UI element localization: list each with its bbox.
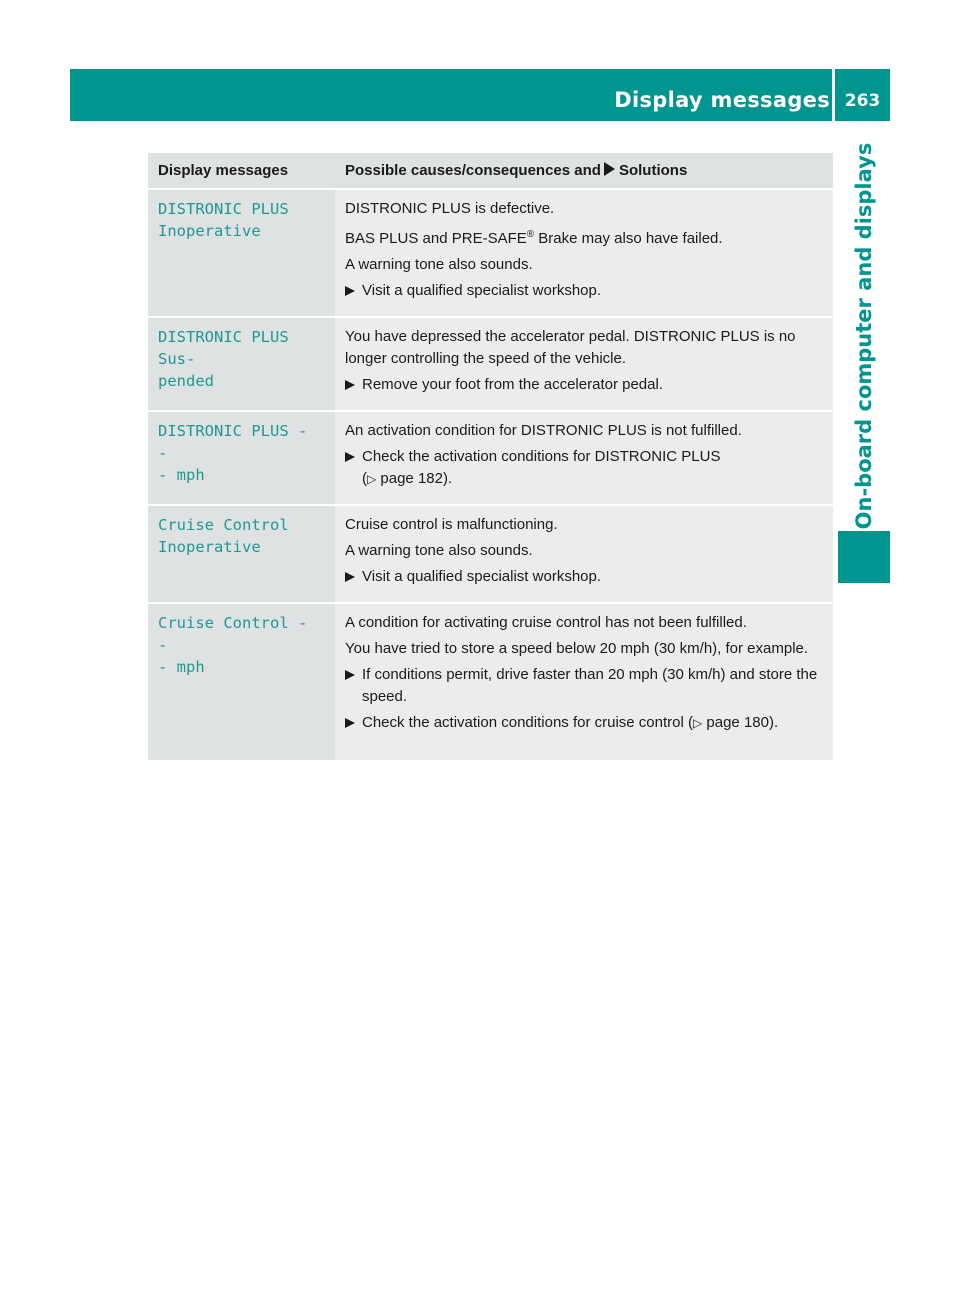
display-messages-table: [148, 153, 833, 762]
page-reference[interactable]: [693, 714, 778, 731]
action-arrow-icon: [345, 380, 355, 390]
display-message-code: [158, 514, 325, 558]
solution-cell: [335, 603, 833, 761]
table-row: [148, 189, 833, 317]
cause-text: You have tried to store a speed below 20 mph (30 km/h), for example.: [345, 640, 809, 657]
action-text: Visit a qualified specialist workshop.: [362, 568, 602, 585]
message-line: - mph: [158, 658, 205, 676]
page-reference-text: page 182).: [380, 470, 453, 487]
action-text: Remove your foot from the accelerator pedal.: [362, 376, 663, 393]
action-step: [345, 712, 823, 734]
message-line: Cruise Control: [158, 516, 289, 534]
page-reference[interactable]: (▷ page 182).: [362, 470, 453, 487]
cause-text: A condition for activating cruise control has not been fulfilled.: [345, 614, 747, 631]
solution-cell: [335, 505, 833, 603]
message-line: pended: [158, 372, 214, 390]
cause-text: A warning tone also sounds.: [345, 542, 533, 559]
display-message-code: [158, 326, 325, 392]
page-title: Display messages: [614, 88, 830, 112]
action-text: Visit a qualified specialist workshop.: [362, 282, 602, 299]
message-line: Inoperative: [158, 538, 261, 556]
column-header-solutions: [335, 153, 833, 189]
message-line: DISTRONIC PLUS: [158, 200, 289, 218]
column-header-solutions-suffix: Solutions: [618, 162, 688, 179]
cause-text: You have depressed the accelerator pedal. DISTRONIC PLUS is no longer controlling the speed of the vehicle.: [345, 328, 796, 367]
display-message-cell: [148, 505, 335, 603]
message-line: Cruise Control - -: [158, 614, 308, 654]
action-text: Check the activation conditions for DISTRONIC PLUS: [362, 448, 721, 465]
cause-text-part: Brake may also have failed.: [534, 230, 723, 247]
display-message-cell: [148, 189, 335, 317]
action-arrow-icon: [345, 286, 355, 296]
cause-text-part: BAS PLUS and PRE-SAFE: [345, 230, 527, 247]
page-ref-icon: ▷: [693, 716, 703, 730]
cause-text: [345, 224, 823, 250]
action-text: Check the activation conditions for cruise control (: [362, 714, 693, 731]
column-header-solutions-prefix: Possible causes/consequences and: [345, 162, 601, 179]
table-row: [148, 505, 833, 603]
registered-mark: ®: [526, 229, 535, 240]
action-text: If conditions permit, drive faster than 20 mph (30 km/h) and store the speed.: [362, 666, 818, 705]
action-step: [345, 374, 823, 396]
display-message-cell: [148, 411, 335, 505]
action-step: [345, 664, 823, 708]
cause-text: DISTRONIC PLUS is defective.: [345, 200, 555, 217]
column-header-messages: Display messages: [148, 153, 335, 189]
cause-text: Cruise control is malfunctioning.: [345, 516, 558, 533]
message-line: - mph: [158, 466, 205, 484]
header-bar: [70, 69, 890, 121]
action-step: [345, 446, 823, 490]
table-row: [148, 603, 833, 761]
display-message-cell: [148, 603, 335, 761]
page-ref-icon: ▷: [367, 472, 377, 486]
action-arrow-icon: [345, 670, 355, 680]
action-step: [345, 280, 823, 302]
solution-cell: [335, 189, 833, 317]
action-arrow-icon: [345, 718, 355, 728]
display-message-code: [158, 420, 325, 486]
message-line: DISTRONIC PLUS - -: [158, 422, 308, 462]
solution-cell: [335, 317, 833, 411]
display-message-code: [158, 612, 325, 678]
action-arrow-icon: [345, 572, 355, 582]
section-side-tab[interactable]: [838, 121, 890, 551]
action-step: [345, 566, 823, 588]
section-tab-label: On-board computer and displays: [852, 142, 876, 530]
display-message-cell: [148, 317, 335, 411]
message-line: Inoperative: [158, 222, 261, 240]
solution-cell: [335, 411, 833, 505]
table-row: [148, 411, 833, 505]
cause-text: A warning tone also sounds.: [345, 256, 533, 273]
cause-text: An activation condition for DISTRONIC PLUS is not fulfilled.: [345, 422, 742, 439]
table-row: [148, 317, 833, 411]
display-message-code: [158, 198, 325, 242]
action-arrow-icon: [345, 452, 355, 462]
page-number: 263: [844, 91, 881, 111]
message-line: DISTRONIC PLUS Sus‐: [158, 328, 289, 368]
section-marker: [838, 531, 890, 583]
action-arrow-icon: [604, 162, 615, 176]
page-reference-text: page 180).: [706, 714, 779, 731]
table-header-row: [148, 153, 833, 189]
